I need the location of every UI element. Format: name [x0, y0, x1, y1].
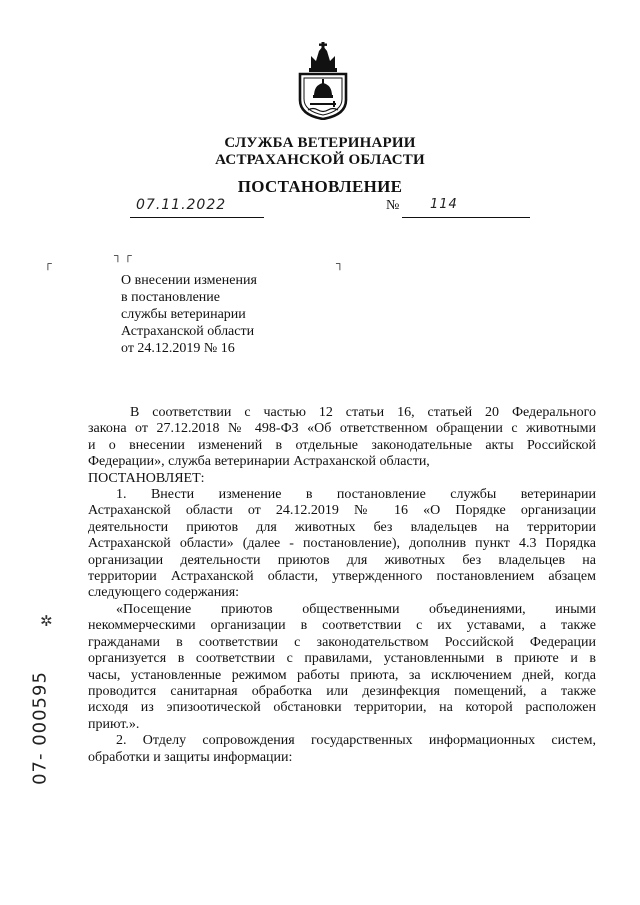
margin-registration-code [20, 671, 60, 785]
organization-name-line-1: СЛУЖБА ВЕТЕРИНАРИИ [224, 135, 416, 151]
number-label: № [386, 198, 400, 213]
body-line: 2. Отделу сопровождения государственных информационных систем, [116, 733, 596, 749]
body-line: организации деятельности приютов для животных без владельцев на [88, 552, 596, 568]
body-line: часы, установленные режимом работы приюта, за исключением дней, когда [88, 667, 596, 683]
document-number: 114 [430, 197, 458, 212]
number-field [402, 197, 530, 218]
body-line: В соответствии с частью 12 статьи 16, статьей 20 Федерального [130, 405, 596, 420]
date-field [130, 197, 264, 218]
body-line: Астраханской области от 24.12.2019 № 16 «О Порядке организации [88, 503, 596, 519]
body-line: некоммерческими организации в соответствии с их уставами, а также [88, 618, 596, 634]
bracket-corner-left: ┌ [44, 258, 52, 270]
subject-line: О внесении изменения [121, 273, 257, 288]
body-line: 1. Внести изменение в постановление службы ветеринарии [116, 487, 596, 503]
body-line: «Посещение приютов общественными объединениями, иными [116, 601, 596, 617]
body-line: исходя из эпизоотической обстановки территории, на которой расположен [88, 700, 596, 716]
document-subject [121, 272, 257, 357]
body-line: Федерации», служба ветеринарии Астраханской области, [88, 454, 430, 470]
document-type-title: ПОСТАНОВЛЕНИЕ [237, 177, 403, 196]
body-line: следующего содержания: [88, 585, 240, 601]
body-line: проводится санитарная обработка или дезинфекция помещений, а также [88, 683, 596, 699]
body-line: закона от 27.12.2018 № 498-ФЗ «Об ответственном обращении с животными [88, 421, 596, 437]
margin-code-text: 07- 000595 [29, 671, 51, 785]
decree-keyword: ПОСТАНОВЛЯЕТ: [88, 470, 205, 486]
bracket-corner-right: ┐ [336, 258, 344, 270]
body-line: Астраханской области» (далее - постановление), дополнив пункт 4.3 Порядка [88, 536, 596, 552]
body-line: и о внесении изменений в отдельные законодательные акты Российской [88, 437, 596, 453]
body-line: организуется в соответствии с правилами, установленными в приюте и в [88, 651, 596, 667]
document-body [88, 405, 596, 766]
body-line: территории Астраханской области, утвержденного постановлением абзацем [88, 569, 596, 585]
document-date: 07.11.2022 [136, 197, 227, 213]
subject-line: от 24.12.2019 № 16 [121, 341, 235, 356]
organization-name-line-2: АСТРАХАНСКОЙ ОБЛАСТИ [215, 152, 425, 168]
subject-line: Астраханской области [121, 324, 255, 339]
subject-line: службы ветеринарии [121, 307, 246, 322]
bracket-corner-mid-right: ┐ [114, 250, 122, 262]
body-line: обработки и защиты информации: [88, 749, 293, 765]
subject-line: в постановление [121, 290, 220, 305]
body-line: деятельности приютов для животных без владельцев на территории [88, 519, 596, 535]
astrakhan-coat-of-arms-icon [297, 42, 349, 120]
body-line: приют.». [88, 716, 140, 732]
bracket-corner-mid-left: ┌ [124, 250, 132, 262]
asterisk-ornament-icon: ✲ [40, 612, 53, 630]
body-line: гражданами в соответствии с законодательством Российской Федерации [88, 634, 596, 650]
